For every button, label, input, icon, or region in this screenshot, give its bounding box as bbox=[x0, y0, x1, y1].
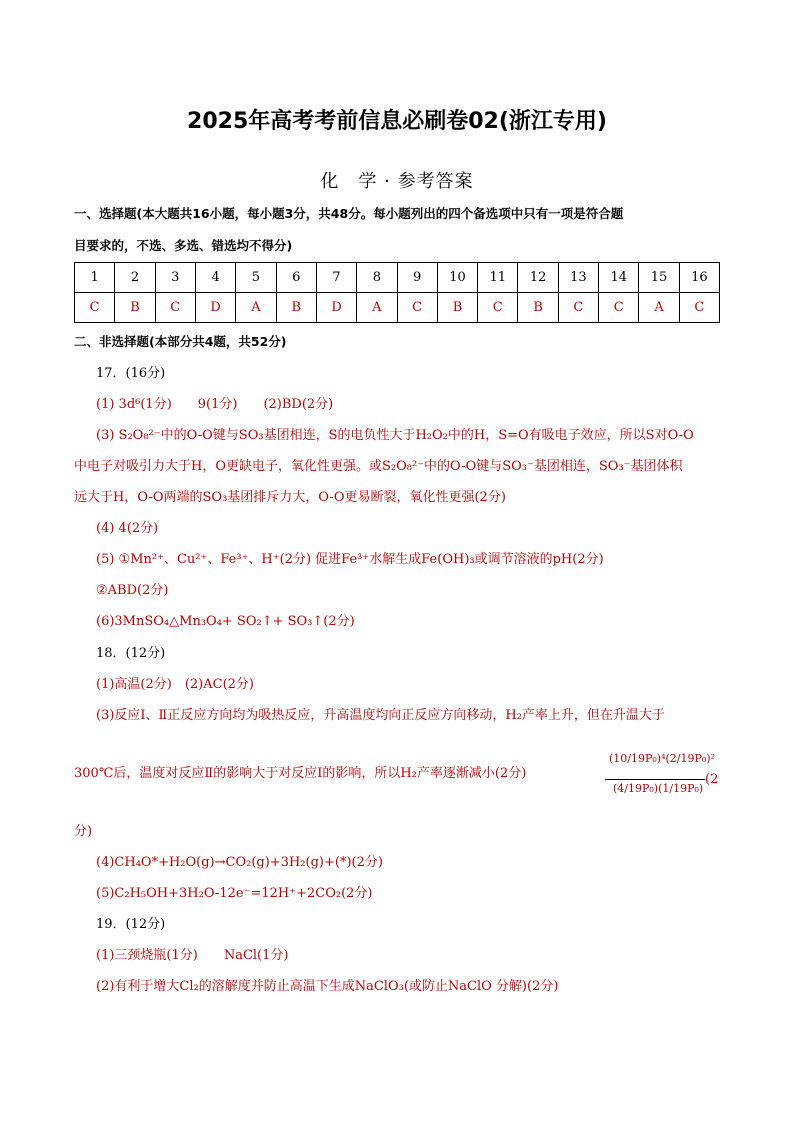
fraction-denominator: (4/19P₀)(1/19P₀) bbox=[613, 782, 704, 795]
q19-header: 19．(12分) bbox=[96, 917, 166, 932]
question-number-cell: 2 bbox=[115, 263, 155, 293]
answer-cell: C bbox=[558, 293, 598, 323]
q18-answer-5: (5)C₂H₅OH+3H₂O-12e⁻=12H⁺+2CO₂(2分) bbox=[96, 886, 373, 901]
question-number-cell: 1 bbox=[75, 263, 115, 293]
q17-answer-6: (6)3MnSO₄△Mn₃O₄+ SO₂↑+ SO₃↑(2分) bbox=[96, 614, 355, 629]
answer-cell: C bbox=[599, 293, 639, 323]
q17-answer-3-line2: 中电子对吸引力大于H，O更缺电子，氧化性更强。或S₂O₈²⁻中的O-O键与SO₃⁻基团相连，SO₃⁻基团体积 bbox=[74, 459, 683, 474]
question-number-cell: 14 bbox=[599, 263, 639, 293]
q18-header: 18．(12分) bbox=[96, 646, 166, 661]
question-number-cell: 4 bbox=[195, 263, 235, 293]
fraction-numerator: (10/19P₀)⁴(2/19P₀)² bbox=[609, 752, 716, 765]
question-number-cell: 9 bbox=[397, 263, 437, 293]
answer-cell: B bbox=[437, 293, 477, 323]
q17-answer-3-line3: 远大于H，O-O两端的SO₃基团排斥力大，O-O更易断裂，氧化性更强(2分) bbox=[74, 490, 506, 505]
question-number-cell: 15 bbox=[639, 263, 679, 293]
question-number-cell: 11 bbox=[478, 263, 518, 293]
q18-answer-4: (4)CH₄O*+H₂O(g)→CO₂(g)+3H₂(g)+(*)(2分) bbox=[96, 855, 383, 870]
question-number-cell: 8 bbox=[357, 263, 397, 293]
answer-table bbox=[74, 262, 720, 323]
q17-answer-5-part1: (5) ①Mn²⁺、Cu²⁺、Fe³⁺、H⁺(2分) 促进Fe³⁺水解生成Fe(OH)₃或调节溶液的pH(2分) bbox=[96, 552, 604, 567]
question-number-cell: 12 bbox=[518, 263, 558, 293]
answer-cell: C bbox=[75, 293, 115, 323]
q17-answer-4: (4) 4(2分) bbox=[96, 521, 159, 536]
question-number-cell: 5 bbox=[236, 263, 276, 293]
question-number-cell: 7 bbox=[316, 263, 356, 293]
equilibrium-constant-expression bbox=[605, 752, 719, 808]
answer-cell: B bbox=[276, 293, 316, 323]
question-number-cell: 16 bbox=[679, 263, 719, 293]
q19-answer-1: (1)三颈烧瓶(1分) NaCl(1分) bbox=[96, 948, 289, 963]
answer-cell: C bbox=[478, 293, 518, 323]
q17-answer-1-2: (1) 3d⁶(1分) 9(1分) (2)BD(2分) bbox=[96, 397, 334, 412]
answer-cell: B bbox=[518, 293, 558, 323]
answer-cell: D bbox=[316, 293, 356, 323]
question-number-cell: 6 bbox=[276, 263, 316, 293]
q18-answer-3-line1: (3)反应Ⅰ、Ⅱ正反应方向均为吸热反应，升高温度均向正反应方向移动，H₂产率上升，但在升温大于 bbox=[96, 708, 665, 723]
answer-cell: C bbox=[679, 293, 719, 323]
section-1-instructions-line2: 目要求的，不选、多选、错选均不得分) bbox=[74, 238, 293, 253]
answer-cell: A bbox=[236, 293, 276, 323]
q17-header: 17．(16分) bbox=[96, 366, 166, 381]
q17-answer-3-line1: (3) S₂O₈²⁻中的O-O键与SO₃基团相连，S的电负性大于H₂O₂中的H，S=O有吸电子效应，所以S对O-O bbox=[96, 428, 694, 443]
section-2-heading: 二、非选择题(本部分共4题，共52分) bbox=[74, 334, 287, 349]
answer-cell: A bbox=[357, 293, 397, 323]
answer-cell: C bbox=[155, 293, 195, 323]
section-1-instructions-line1: 一、选择题(本大题共16小题，每小题3分，共48分。每小题列出的四个备选项中只有一项是符合题 bbox=[74, 206, 624, 221]
answer-cell: D bbox=[195, 293, 235, 323]
answer-cell: C bbox=[397, 293, 437, 323]
q17-answer-5-part2: ②ABD(2分) bbox=[96, 583, 169, 598]
q18-answer-3-line2: 300℃后，温度对反应Ⅱ的影响大于对反应Ⅰ的影响，所以H₂产率逐渐减小(2分) bbox=[74, 766, 527, 781]
q19-answer-2: (2)有利于增大Cl₂的溶解度并防止高温下生成NaClO₃(或防止NaClO 分解)(2分) bbox=[96, 979, 559, 994]
answer-table-number-row bbox=[75, 263, 720, 293]
answer-cell: A bbox=[639, 293, 679, 323]
answer-table-answer-row bbox=[75, 293, 720, 323]
question-number-cell: 10 bbox=[437, 263, 477, 293]
answer-cell: B bbox=[115, 293, 155, 323]
fraction-bar bbox=[605, 779, 705, 780]
q18-answer-3-line3: 分) bbox=[74, 824, 93, 839]
q18-answer-1-2: (1)高温(2分) (2)AC(2分) bbox=[96, 677, 254, 692]
question-number-cell: 3 bbox=[155, 263, 195, 293]
page-subtitle: 化 学 · 参考答案 bbox=[320, 171, 474, 192]
page-title: 2025年高考考前信息必刷卷02(浙江专用) bbox=[187, 109, 607, 134]
fraction-score-open: (2 bbox=[705, 772, 719, 787]
question-number-cell: 13 bbox=[558, 263, 598, 293]
